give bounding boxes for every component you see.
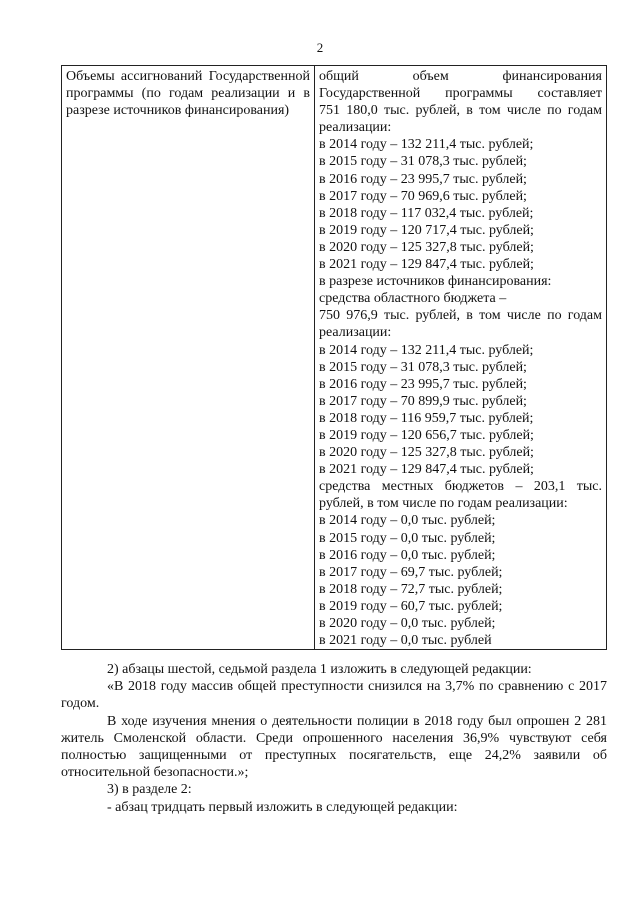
table-cell-label: Объемы ассигнований Государственной программы (по годам реализации и в разрезе источников финансирования) (62, 66, 315, 650)
financing-line: в 2017 году – 70 899,9 тыс. рублей; (319, 393, 527, 409)
page-number: 2 (316, 40, 324, 55)
financing-line: в 2019 году – 60,7 тыс. рублей; (319, 598, 503, 614)
financing-line: в 2017 году – 70 969,6 тыс. рублей; (319, 188, 527, 204)
financing-line: в 2018 году – 72,7 тыс. рублей; (319, 581, 503, 597)
financing-line: в 2015 году – 31 078,3 тыс. рублей; (319, 154, 527, 170)
financing-line: в 2021 году – 129 847,4 тыс. рублей; (319, 257, 534, 273)
financing-line: в 2015 году – 0,0 тыс. рублей; (319, 530, 496, 546)
paragraph-subitem: - абзац тридцать первый изложить в следующей редакции: (107, 799, 458, 815)
table-cell-values (315, 66, 607, 650)
financing-line: в 2019 году – 120 656,7 тыс. рублей; (319, 427, 534, 443)
paragraph-quote-start: «В 2018 году массив общей преступности снизился на 3,7% по сравнению с 2017 годом. (61, 679, 607, 712)
document-body (61, 661, 607, 816)
financing-line: в 2016 году – 0,0 тыс. рублей; (319, 547, 496, 563)
financing-line: в разрезе источников финансирования: (319, 274, 552, 290)
financing-line: в 2015 году – 31 078,3 тыс. рублей; (319, 359, 527, 375)
financing-line: в 2017 году – 69,7 тыс. рублей; (319, 564, 503, 580)
financing-line: в 2018 году – 117 032,4 тыс. рублей; (319, 205, 534, 221)
financing-line: в 2018 году – 116 959,7 тыс. рублей; (319, 410, 534, 426)
table-row (62, 66, 607, 650)
financing-line: 750 976,9 тыс. рублей, в том числе по годам (319, 308, 602, 324)
financing-line: в 2021 году – 129 847,4 тыс. рублей; (319, 462, 534, 478)
financing-line: в 2020 году – 0,0 тыс. рублей; (319, 616, 496, 631)
financing-line: в 2021 году – 0,0 тыс. рублей (319, 633, 492, 649)
paragraph-item-2: 2) абзацы шестой, седьмой раздела 1 изложить в следующей редакции: (107, 662, 532, 677)
financing-line: реализации: (319, 325, 392, 341)
financing-line: в 2020 году – 125 327,8 тыс. рублей; (319, 239, 534, 255)
financing-line: Государственной программы составляет (319, 86, 602, 102)
financing-line: в 2016 году – 23 995,7 тыс. рублей; (319, 171, 527, 187)
paragraph-item-3: 3) в разделе 2: (107, 782, 192, 798)
financing-line: в 2014 году – 132 211,4 тыс. рублей; (319, 137, 534, 153)
financing-line: реализации: (319, 120, 392, 136)
financing-line: в 2020 году – 125 327,8 тыс. рублей; (319, 445, 534, 461)
financing-line: средства областного бюджета – (319, 291, 507, 307)
paragraph-survey: В ходе изучения мнения о деятельности полиции в 2018 году был опрошен 2 281 житель Смоленской области. Среди опрошенного населения 36,9% чувствуют себя полностью защищенными от преступных посягательств, еще 24,2% заявили об относительной безопасности.»; (61, 713, 607, 781)
financing-lines (319, 68, 602, 649)
financing-line: рублей, в том числе по годам реализации: (319, 496, 568, 512)
financing-line: общий объем финансирования (319, 69, 602, 84)
financing-line: в 2014 году – 132 211,4 тыс. рублей; (319, 342, 534, 358)
financing-line: в 2019 году – 120 717,4 тыс. рублей; (319, 222, 534, 238)
financing-table (61, 65, 607, 650)
financing-line: средства местных бюджетов – 203,1 тыс. (319, 479, 602, 495)
financing-line: в 2016 году – 23 995,7 тыс. рублей; (319, 376, 527, 392)
financing-line: в 2014 году – 0,0 тыс. рублей; (319, 513, 496, 529)
financing-line: 751 180,0 тыс. рублей, в том числе по годам (319, 103, 602, 119)
